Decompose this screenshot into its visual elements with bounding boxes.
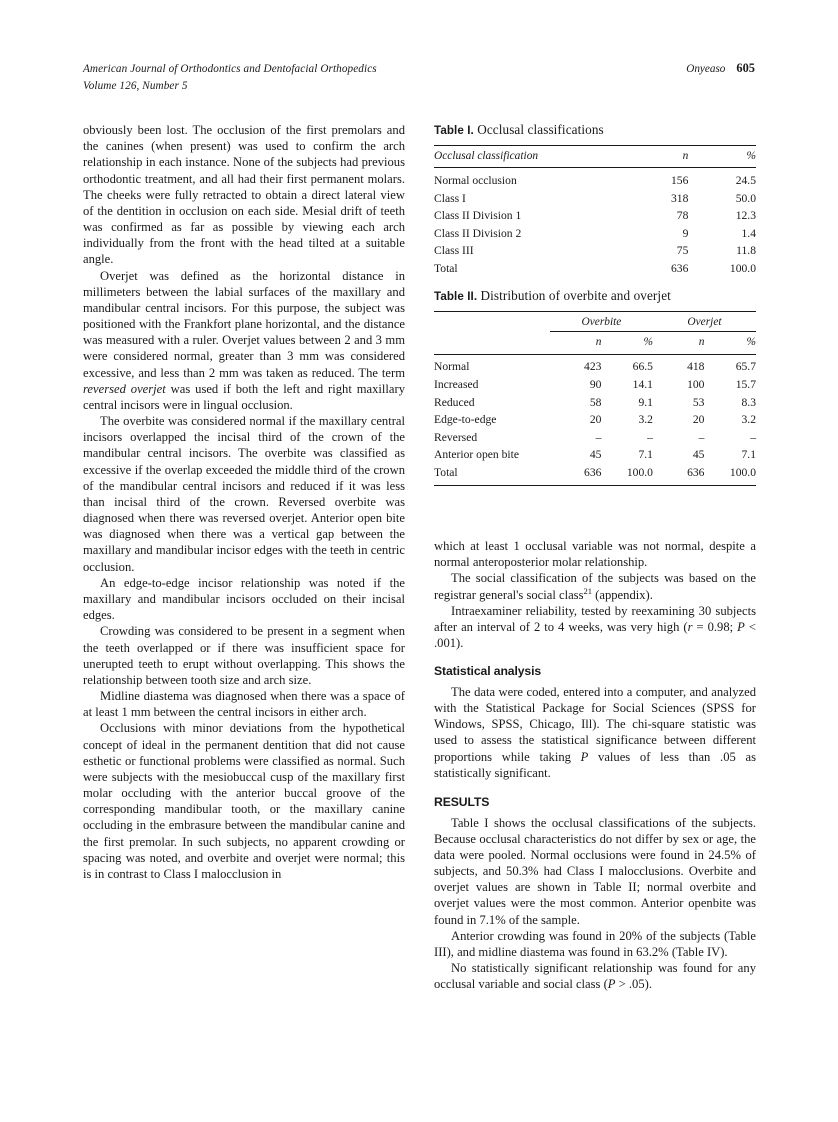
table-1-header-row — [434, 146, 756, 168]
table-row — [434, 168, 756, 190]
row-overjet-pct: – — [750, 430, 756, 444]
paragraph: The overbite was considered normal if the maxillary central incisors overlapped the incisal third of the crown of the mandibular central incisors. The overbite was classified as excessive if the overlap exceeded the middle third of the crown of the mandibular central incisors and reduced if it was less than incisal third of the crown. Reversed overbite was diagnosed when there was reversed overjet. Anterior open bite was diagnosed when there was a vertical gap between the maxillary and mandibular incisor edges with the teeth in centric occlusion. — [83, 414, 405, 574]
table-2-caption — [434, 288, 756, 304]
row-label: Increased — [434, 377, 479, 391]
table-2-group-overjet: Overjet — [653, 312, 756, 332]
row-pct: 12.3 — [735, 209, 756, 223]
table-row — [434, 354, 756, 376]
paragraph-part: Overjet was defined as the horizontal distance in millimeters between the labial surfaces of the maxillary and mandibular central incisors. For this purpose, the subject was positioned with the Frankfort plane horizontal, and the distance was measured with a ruler. Overjet values between 2 and 3 mm were considered normal, greater than 3 mm was considered excessive, and less than 2 mm was taken as reduced. The term — [83, 268, 405, 380]
table-2-title: Distribution of overbite and overjet — [480, 288, 671, 303]
table-row — [434, 225, 756, 243]
table-1-col-1: n — [621, 146, 689, 168]
row-overbite-pct: 100.0 — [601, 464, 653, 486]
paragraph-part: The social classification of the subjects was based on the registrar general's social class — [434, 571, 756, 602]
row-label: Anterior open bite — [434, 448, 519, 462]
table-1 — [434, 122, 756, 281]
row-n: 636 — [670, 261, 689, 275]
table-row — [434, 207, 756, 225]
paragraph: Crowding was considered to be present in a segment when the teeth overlapped or if there was insufficient space for unerupted teeth to erupt without overlapping. This shows the relationship between tooth size and arch size. — [83, 624, 405, 687]
table-row — [434, 446, 756, 464]
row-pct: 50.0 — [735, 191, 756, 205]
row-n: 156 — [621, 168, 689, 190]
paragraph-part: The data were coded, entered into a computer, and analyzed with the Statistical Package for Social Sciences (SPSS for Windows, SPSS, Chicago, Ill). The chi-square statistic was used to assess the statistical significance between different proportions while taking — [434, 684, 756, 764]
paragraph: Anterior crowding was found in 20% of the subjects (Table III), and midline diastema was found in 63.2% (Table IV). — [434, 928, 756, 959]
table-row — [434, 242, 756, 260]
row-overbite-pct: 3.2 — [638, 413, 653, 427]
page-number: 605 — [736, 61, 755, 75]
row-overjet-pct: 65.7 — [704, 354, 756, 376]
paragraph-part: No statistically significant relationship was found for any occlusal variable and social class ( — [434, 961, 756, 992]
table-row — [434, 394, 756, 412]
table-1-col-2: % — [688, 146, 756, 168]
paragraph: obviously been lost. The occlusion of the first premolars and the canines (when present) was used to confirm the arch relationship in each instance. None of the subjects had previous orthodontic treatment, and all had their first permanent molars. The cheeks were fully retracted to obtain a direct lateral view of the dentition in occlusion on each side. Mesial drift of teeth was confirmed as far as possible by viewing each arch individually from the front with the head tilted at a suitable angle. — [83, 123, 405, 267]
journal-title: American Journal of Orthodontics and Dentofacial Orthopedics — [83, 63, 377, 75]
table-2-subheader-row — [434, 332, 756, 354]
table-row — [434, 190, 756, 208]
row-label: Normal occlusion — [434, 168, 621, 190]
running-head-author: Onyeaso — [686, 63, 726, 75]
stat-symbol-r: r — [687, 619, 693, 634]
left-text-column — [83, 122, 405, 882]
row-label: Class II Division 2 — [434, 226, 522, 240]
row-pct: 100.0 — [729, 261, 756, 275]
paragraph: Midline diastema was diagnosed when there was a space of at least 1 mm between the central incisors in either arch. — [83, 689, 405, 720]
row-label: Class II Division 1 — [434, 209, 522, 223]
table-2-group-spacer — [434, 312, 550, 332]
running-head — [83, 60, 755, 94]
row-label: Reversed — [434, 430, 478, 444]
row-label: Reduced — [434, 395, 475, 409]
paragraph-part: > .05). — [615, 977, 652, 992]
row-overbite-n: 636 — [550, 464, 602, 486]
heading-results: RESULTS — [434, 794, 490, 809]
row-overbite-pct: 9.1 — [638, 395, 653, 409]
row-overjet-n: 418 — [653, 354, 705, 376]
paragraph-part: < .001). — [434, 619, 756, 651]
table-2-group-header-row — [434, 312, 756, 332]
paragraph — [434, 960, 756, 992]
row-overbite-pct: – — [647, 430, 653, 444]
table-2-sub-1: % — [643, 336, 653, 349]
row-n: 318 — [670, 191, 689, 205]
row-pct: 24.5 — [688, 168, 756, 190]
paragraph: An edge-to-edge incisor relationship was noted if the maxillary and mandibular incisors occluded on their incisal edges. — [83, 575, 405, 623]
table-2-number: Table II. — [434, 290, 478, 303]
row-label: Total — [434, 464, 550, 486]
table-row — [434, 411, 756, 429]
table-1-number: Table I. — [434, 124, 474, 137]
table-row — [434, 376, 756, 394]
row-overbite-n: 45 — [589, 448, 602, 462]
paragraph: Occlusions with minor deviations from the hypothetical concept of ideal in the permanent dentition that did not cause esthetic or functional problems were classified as normal. Such were subjects with the mesiobuccal cusp of the maxillary first molar occluding with the anterior buccal groove of the corresponding mandibular tooth, or the maxillary canine occluding in the embrasure between the mandibular canine and the first premolar. In such subjects, no apparent crowding or spacing was noted, and overbite and overjet were normal; this is in contrast to Class I malocclusion in — [83, 721, 405, 881]
row-overbite-n: 58 — [589, 395, 602, 409]
paragraph — [434, 684, 756, 781]
paragraph-part: values of less than .05 as statistically significant. — [434, 749, 756, 780]
table-2 — [434, 288, 756, 486]
row-overbite-pct: 7.1 — [638, 448, 653, 462]
row-overbite-n: 90 — [589, 377, 602, 391]
table-2-sub-spacer — [434, 332, 550, 354]
table-2-group-overbite: Overbite — [550, 312, 653, 332]
row-label: Normal — [434, 354, 550, 376]
row-overjet-pct: 3.2 — [741, 413, 756, 427]
stat-symbol-p: P — [737, 619, 745, 634]
table-1-title: Occlusal classifications — [477, 122, 604, 137]
row-overjet-n: 53 — [692, 395, 705, 409]
citation-ref: 21 — [583, 585, 593, 596]
row-overjet-n: 636 — [653, 464, 705, 486]
row-overjet-n: 100 — [687, 377, 705, 391]
row-label: Total — [434, 261, 458, 275]
row-pct: 1.4 — [741, 226, 756, 240]
row-overjet-pct: 7.1 — [741, 448, 756, 462]
table-row — [434, 429, 756, 447]
row-overjet-pct: 8.3 — [741, 395, 756, 409]
paragraph — [83, 268, 405, 414]
row-pct: 11.8 — [736, 244, 756, 258]
row-label: Edge-to-edge — [434, 413, 497, 427]
row-overbite-n: 20 — [589, 413, 602, 427]
table-row — [434, 464, 756, 486]
heading-statistical-analysis: Statistical analysis — [434, 664, 542, 679]
row-overjet-pct: 100.0 — [704, 464, 756, 486]
row-overjet-n: 20 — [692, 413, 705, 427]
row-label: Class III — [434, 244, 474, 258]
row-overbite-pct: 66.5 — [601, 354, 653, 376]
row-overjet-n: – — [698, 430, 705, 444]
italic-term: reversed overjet — [83, 381, 166, 396]
row-n: 78 — [676, 209, 689, 223]
stat-symbol-p: P — [607, 977, 616, 992]
table-2-sub-2: n — [698, 336, 705, 349]
row-overbite-pct: 14.1 — [632, 377, 653, 391]
row-n: 9 — [682, 226, 689, 240]
row-overbite-n: – — [595, 430, 602, 444]
paragraph — [434, 570, 756, 602]
row-label: Class I — [434, 191, 466, 205]
paragraph-part: (appendix). — [592, 587, 653, 602]
paragraph: Table I shows the occlusal classifications of the subjects. Because occlusal characteristics do not differ by sex or age, the data were pooled. Normal occlusions were found in 24.5% of subjects, and 50.3% had Class I malocclusions. Overbite and overjet values are shown in Table II; normal overbite and overjet values were the most common. Anterior openbite was found in 7.1% of the sample. — [434, 815, 756, 927]
row-n: 75 — [676, 244, 689, 258]
stat-symbol-p: P — [580, 749, 589, 764]
right-text-column — [434, 538, 756, 992]
volume-issue: Volume 126, Number 5 — [83, 79, 188, 92]
paragraph-part: = 0.98; — [692, 619, 738, 634]
table-2-sub-0: n — [595, 336, 602, 349]
row-overjet-pct: 15.7 — [735, 377, 756, 391]
table-1-col-0: Occlusal classification — [434, 146, 621, 168]
paragraph-part: Intraexaminer reliability, tested by reexamining 30 subjects after an interval of 2 to 4 weeks, was very high ( — [434, 603, 756, 634]
paragraph — [434, 603, 756, 652]
row-overbite-n: 423 — [550, 354, 602, 376]
table-1-caption — [434, 122, 756, 138]
table-2-grid — [434, 311, 756, 486]
row-overjet-n: 45 — [692, 448, 705, 462]
table-row — [434, 260, 756, 281]
paragraph: which at least 1 occlusal variable was not normal, despite a normal anteroposterior molar relationship. — [434, 539, 756, 570]
table-1-grid — [434, 145, 756, 281]
paragraph-part: was used if both the left and right maxillary central incisors were in lingual occlusion. — [83, 381, 405, 412]
table-2-sub-3: % — [746, 336, 756, 349]
